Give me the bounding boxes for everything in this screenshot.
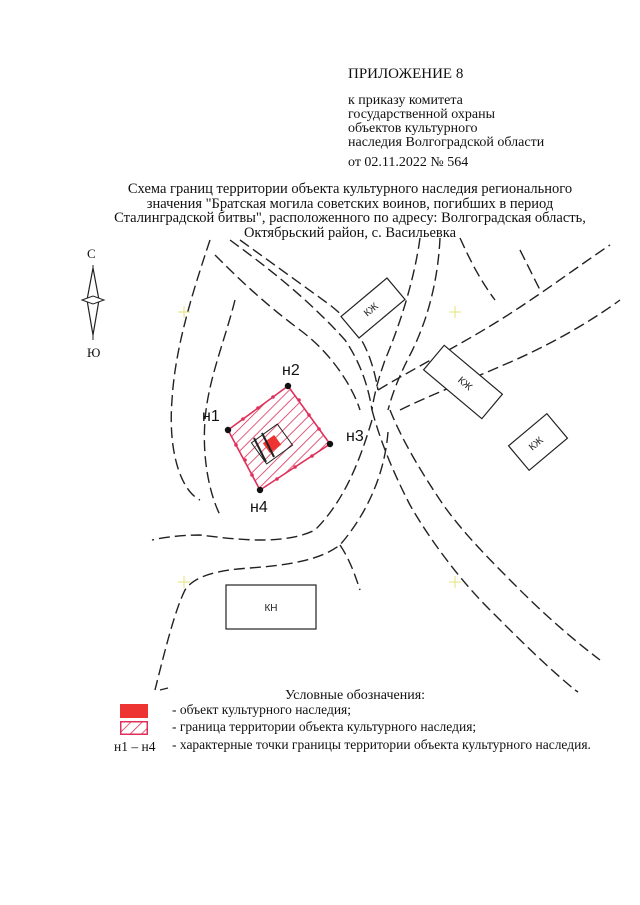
order-line: наследия Волгоградской области: [348, 135, 545, 150]
legend-boundary-swatch: [120, 721, 148, 735]
scheme-title-line: значения "Братская могила советских воинов, погибших в период: [146, 195, 554, 212]
legend-points-range: н1 – н4: [114, 739, 156, 754]
order-line: к приказу комитета: [348, 93, 463, 108]
compass-north-label: С: [87, 246, 96, 261]
legend-item: - характерные точки границы территории объекта культурного наследия.: [172, 737, 591, 752]
legend-item: - граница территории объекта культурного наследия;: [172, 719, 477, 734]
compass-icon: [82, 265, 104, 340]
legend-title: Условные обозначения:: [285, 688, 426, 703]
order-line: государственной охраны: [348, 107, 496, 122]
building-label: КЖ: [362, 301, 381, 320]
order-line: объектов культурного: [348, 121, 478, 136]
scheme-title-line: Октябрьский район, с. Васильевка: [243, 224, 457, 241]
point-label: н4: [250, 499, 268, 516]
boundary-point: [257, 487, 263, 493]
scheme-title-line: Сталинградской битвы", расположенного по адресу: Волгоградская область,: [114, 210, 586, 226]
boundary-point: [225, 427, 231, 433]
appendix-title: ПРИЛОЖЕНИЕ 8: [348, 66, 464, 82]
building-label: КЖ: [455, 375, 474, 394]
legend-item: - объект культурного наследия;: [172, 702, 352, 717]
order-date: от 02.11.2022 № 564: [348, 155, 469, 170]
boundary-point: [327, 441, 333, 447]
point-label: н3: [346, 428, 364, 445]
scheme-title-line: Схема границ территории объекта культурного наследия регионального: [127, 181, 573, 197]
territory-boundary: [228, 386, 330, 490]
building-label: КЖ: [527, 435, 546, 454]
legend-object-swatch: [120, 704, 148, 718]
point-label: н2: [282, 362, 300, 379]
point-label: н1: [202, 408, 220, 425]
building-label: КН: [264, 603, 278, 614]
boundary-point: [285, 383, 291, 389]
compass-south-label: Ю: [87, 345, 101, 360]
